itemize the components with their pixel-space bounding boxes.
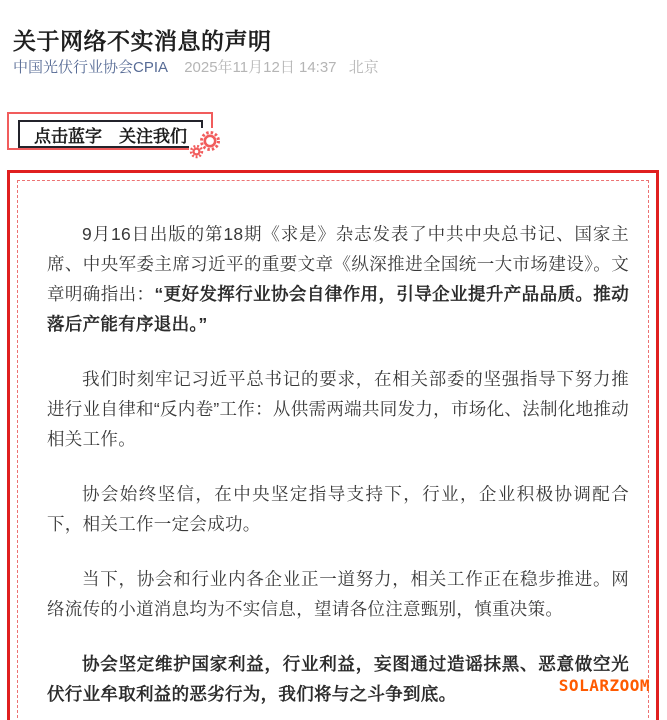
statement-paragraph — [47, 479, 629, 539]
follow-badge-right-label: 关注我们 — [119, 126, 187, 146]
follow-badge-left-label: 点击蓝字 — [34, 126, 102, 146]
statement-paragraph — [47, 564, 629, 624]
paragraph-bold-text: “更好发挥行业协会自律作用，引导企业提升产品品质。推动落后产能有序退出。” — [47, 284, 629, 334]
statement-paragraph — [47, 364, 629, 454]
statement-box — [7, 170, 659, 720]
page-title: 关于网络不实消息的声明 — [13, 28, 272, 55]
statement-paragraph — [47, 219, 629, 339]
publish-location: 北京 — [348, 59, 379, 76]
gears-icon — [189, 128, 225, 160]
solarzoom-watermark: SOLARZOOM — [558, 676, 650, 695]
follow-us-badge[interactable] — [7, 112, 213, 150]
statement-content — [10, 173, 656, 720]
statement-paragraph — [47, 649, 629, 709]
follow-us-inner-frame — [18, 120, 203, 148]
paragraph-text: 我们时刻牢记习近平总书记的要求，在相关部委的坚强指导下努力推进行业自律和“反内卷”工作：从供需两端共同发力，市场化、法制化地推动相关工作。 — [47, 369, 629, 449]
author-link[interactable]: 中国光伏行业协会CPIA — [13, 59, 169, 76]
paragraph-bold-text: 协会坚定维护国家利益，行业利益，妄图通过造谣抹黑、恶意做空光伏行业牟取利益的恶劣行为，我们将与之斗争到底。 — [47, 654, 629, 704]
publish-date: 2025年11月12日 14:37 — [184, 59, 337, 76]
paragraph-text: 9月16日出版的第18期《求是》杂志发表了中共中央总书记、国家主席、中央军委主席习近平的重要文章《纵深推进全国统一大市场建设》。文章明确指出： — [47, 224, 629, 304]
paragraph-text: 协会始终坚信，在中央坚定指导支持下，行业，企业积极协调配合下，相关工作一定会成功。 — [47, 484, 629, 534]
article-meta — [13, 58, 379, 78]
paragraph-text: 当下，协会和行业内各企业正一道努力，相关工作正在稳步推进。网络流传的小道消息均为不实信息，望请各位注意甄别，慎重决策。 — [47, 569, 629, 619]
